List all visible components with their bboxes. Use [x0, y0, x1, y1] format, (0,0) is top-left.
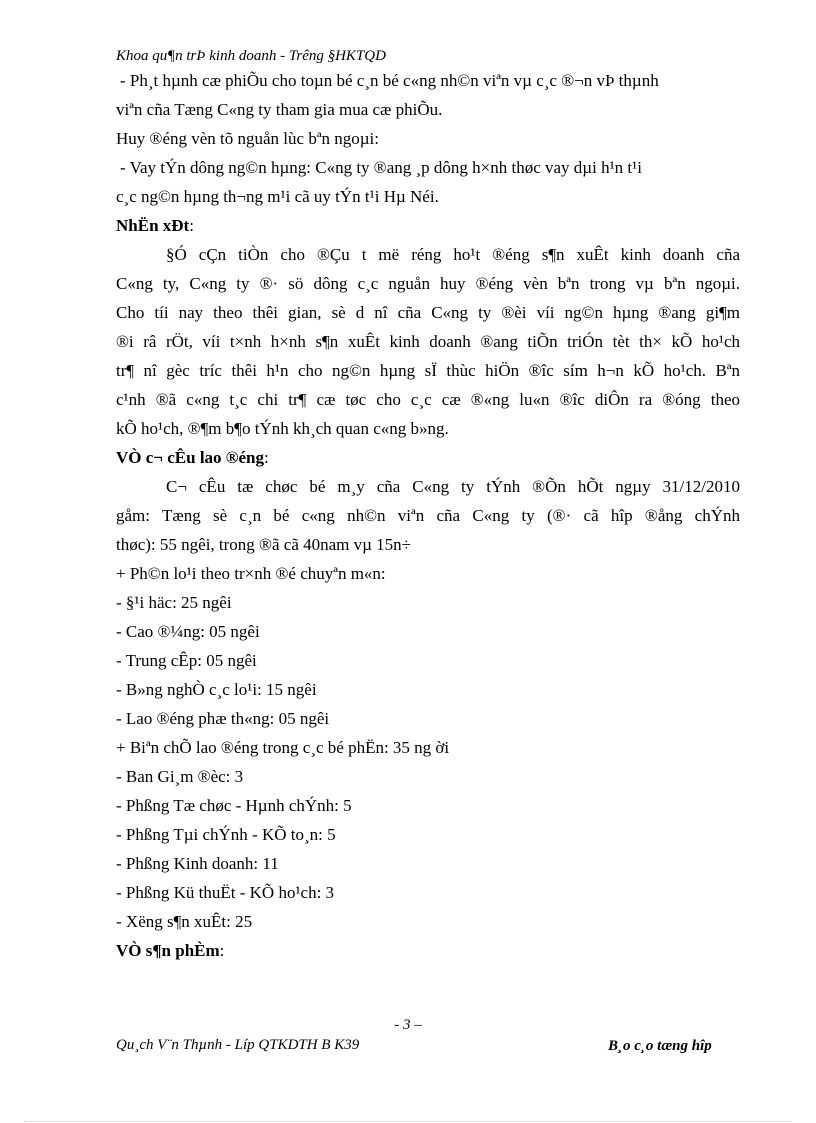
heading-colon: :: [189, 216, 194, 235]
paragraph-line: c¹nh ®ã c«ng t¸c chi tr¶ cæ tøc cho c¸c cæ ®«ng lu«n ®îc diÔn ra ®óng theo: [116, 390, 740, 409]
section-heading-co-cau-lao-dong: [116, 443, 740, 472]
list-item: - Phßng Kinh doanh: 11: [116, 854, 279, 873]
list-item: - B»ng nghÒ c¸c lo¹i: 15 ngêi: [116, 680, 317, 699]
list-item: - Trung cÊp: 05 ngêi: [116, 651, 257, 670]
document-body: [116, 66, 740, 965]
paragraph-line: viªn cña Tæng C«ng ty tham gia mua cæ phiÕu.: [116, 100, 443, 119]
list-item: - Lao ®éng phæ th«ng: 05 ngêi: [116, 709, 330, 728]
paragraph-line: c¸c ng©n hµng th¬ng m¹i cã uy tÝn t¹i Hµ Néi.: [116, 187, 439, 206]
paragraph-line: - Vay tÝn dông ng©n hµng: C«ng ty ®ang ¸p dông h×nh thøc vay dµi h¹n t¹i: [120, 158, 642, 177]
list-item: - Ban Gi¸m ®èc: 3: [116, 767, 244, 786]
page-bottom-border: [24, 1121, 792, 1122]
list-item: - Xëng s¶n xuÊt: 25: [116, 912, 253, 931]
paragraph-line: gåm: Tæng sè c¸n bé c«ng nh©n viªn cña C«ng ty (®· cã hîp ®ång chÝnh: [116, 506, 740, 525]
list-item: + Biªn chÕ lao ®éng trong c¸c bé phËn: 35 ng ời: [116, 738, 450, 757]
heading-colon: :: [219, 941, 225, 960]
paragraph-line: kÕ ho¹ch, ®¶m b¶o tÝnh kh¸ch quan c«ng b»ng.: [116, 419, 449, 438]
paragraph-line: Huy ®éng vèn tõ nguån lùc bªn ngoµi:: [116, 129, 380, 148]
footer-report-title: B¸o c¸o tæng hîp: [608, 1038, 712, 1054]
paragraph-line: C«ng ty, C«ng ty ®· sö dông c¸c nguån huy ®éng vèn bªn trong vµ bªn ngoµi.: [116, 274, 740, 293]
list-item: - Phßng Tµi chÝnh - KÕ to¸n: 5: [116, 825, 336, 844]
heading-text: NhËn xÐt: [116, 216, 190, 235]
list-item: - Phßng Tæ chøc - Hµnh chÝnh: 5: [116, 796, 352, 815]
page-header: Khoa qu¶n trÞ kinh doanh - Trêng §HKTQD: [116, 48, 386, 64]
list-item: + Ph©n lo¹i theo tr×nh ®é chuyªn m«n:: [116, 564, 386, 583]
heading-text: VÒ c¬ cÊu lao ®éng: [116, 448, 264, 467]
paragraph-line: - Ph¸t hµnh cæ phiÕu cho toµn bé c¸n bé c«ng nh©n viªn vµ c¸c ®¬n vÞ thµnh: [120, 71, 659, 90]
paragraph-line: thøc): 55 ngêi, trong ®ã cã 40nam vµ 15n÷: [116, 535, 412, 554]
paragraph-line: §Ó cÇn tiÒn cho ®Çu t më réng ho¹t ®éng s¶n xuÊt kinh doanh cña: [166, 245, 740, 264]
page-number: - 3 –: [394, 1017, 422, 1033]
paragraph-line: C¬ cÊu tæ chøc bé m¸y cña C«ng ty tÝnh ®Õn hÕt ngµy 31/12/2010: [166, 477, 740, 496]
list-item: - §¹i häc: 25 ngêi: [116, 593, 232, 612]
paragraph-line: Cho tíi nay theo thêi gian, sè d nî cña C«ng ty ®èi víi ng©n hµng ®ang gi¶m: [116, 303, 740, 322]
heading-text: VÒ s¶n phÈm: [116, 941, 220, 960]
paragraph-line: tr¶ nî gèc tríc thêi h¹n cho ng©n hµng sÏ thùc hiÖn ®îc sím h¬n kÕ ho¹ch. Bªn: [116, 361, 740, 380]
footer-author: Qu¸ch V¨n Thµnh - Líp QTKDTH B K39: [116, 1037, 360, 1053]
paragraph-line: ®i râ rÖt, víi t×nh h×nh s¶n xuÊt kinh doanh ®ang tiÕn triÓn tèt th× kÕ ho¹ch: [116, 332, 740, 351]
list-item: - Phßng Kü thuËt - KÕ ho¹ch: 3: [116, 883, 335, 902]
section-heading-nhan-xet: [116, 211, 740, 240]
section-heading-san-pham: [116, 936, 740, 965]
heading-colon: :: [264, 448, 269, 467]
list-item: - Cao ®¼ng: 05 ngêi: [116, 622, 260, 641]
